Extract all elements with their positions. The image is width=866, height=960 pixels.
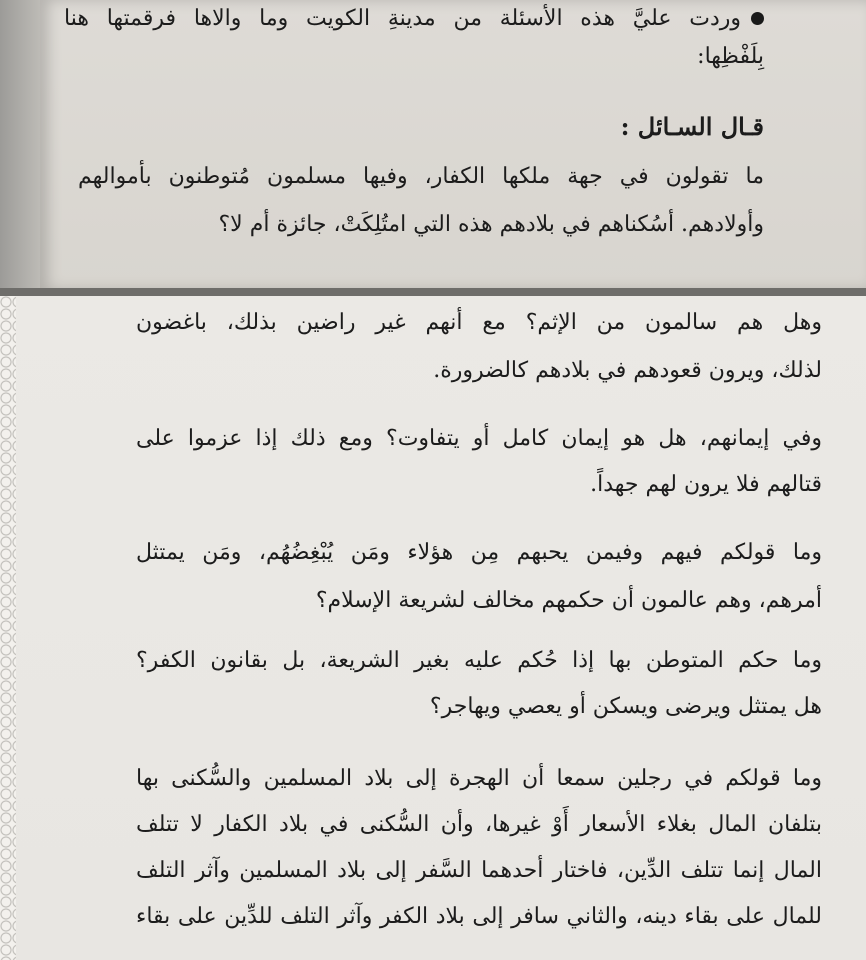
p5-line-3: المال إنما تتلف الدِّين، فاختار أحدهما السَّفر إلى بلاد المسلمين وآثر التلف (136, 858, 822, 883)
top-page (40, 0, 866, 290)
p4-line-1: وما حكم المتوطن بها إذا حُكم عليه بغير الشريعة، بل بقانون الكفر؟ (136, 648, 822, 673)
intro-line-2: بِلَفْظِها: (697, 44, 764, 69)
intro-line-1: وردت عليَّ هذه الأسئلة من مدينةِ الكويت وما والاها فرقمتها هنا (64, 6, 741, 31)
question-line-1: ما تقولون في جهة ملكها الكفار، وفيها مسلمون مُتوطنون بأموالهم (78, 164, 764, 189)
p3-line-1: وما قولكم فيهم وفيمن يحبهم مِن هؤلاء ومَن يُبْغِضُهُم، ومَن يمتثل (136, 540, 822, 565)
book-spine-edge (0, 0, 40, 290)
p5-line-4: للمال على بقاء دينه، والثاني سافر إلى بلاد الكفر وآثر التلف للدِّين على بقاء (136, 904, 822, 929)
question-line-2: وأولادهم. أسُكناهم في بلادهم هذه التي امتُلِكَتْ، جائزة أم لا؟ (218, 212, 764, 237)
p1-line-1: وهل هم سالمون من الإثم؟ مع أنهم غير راضين بذلك، باغضون (136, 310, 822, 335)
bullet-icon (751, 12, 764, 25)
questioner-heading: قـال السـائل : (620, 112, 764, 141)
p1-line-2: لذلك، ويرون قعودهم في بلادهم كالضرورة. (433, 358, 822, 383)
p4-line-2: هل يمتثل ويرضى ويسكن أو يعصي ويهاجر؟ (429, 694, 822, 719)
p2-line-1: وفي إيمانهم، هل هو إيمان كامل أو يتفاوت؟ ومع ذلك إذا عزموا على (136, 426, 822, 451)
p5-line-2: بتلفان المال بغلاء الأسعار أَوْ غيرها، وأن السُّكنى في بلاد الكفار لا تتلف (136, 812, 822, 837)
p5-line-1: وما قولكم في رجلين سمعا أن الهجرة إلى بلاد المسلمين والسُّكنى بها (136, 766, 822, 791)
p3-line-2: أمرهم، وهم عالمون أن حكمهم مخالف لشريعة الإسلام؟ (315, 588, 822, 613)
p2-line-2: قتالهم فلا يرون لهم جهداً. (590, 472, 822, 497)
bottom-page (16, 296, 866, 960)
